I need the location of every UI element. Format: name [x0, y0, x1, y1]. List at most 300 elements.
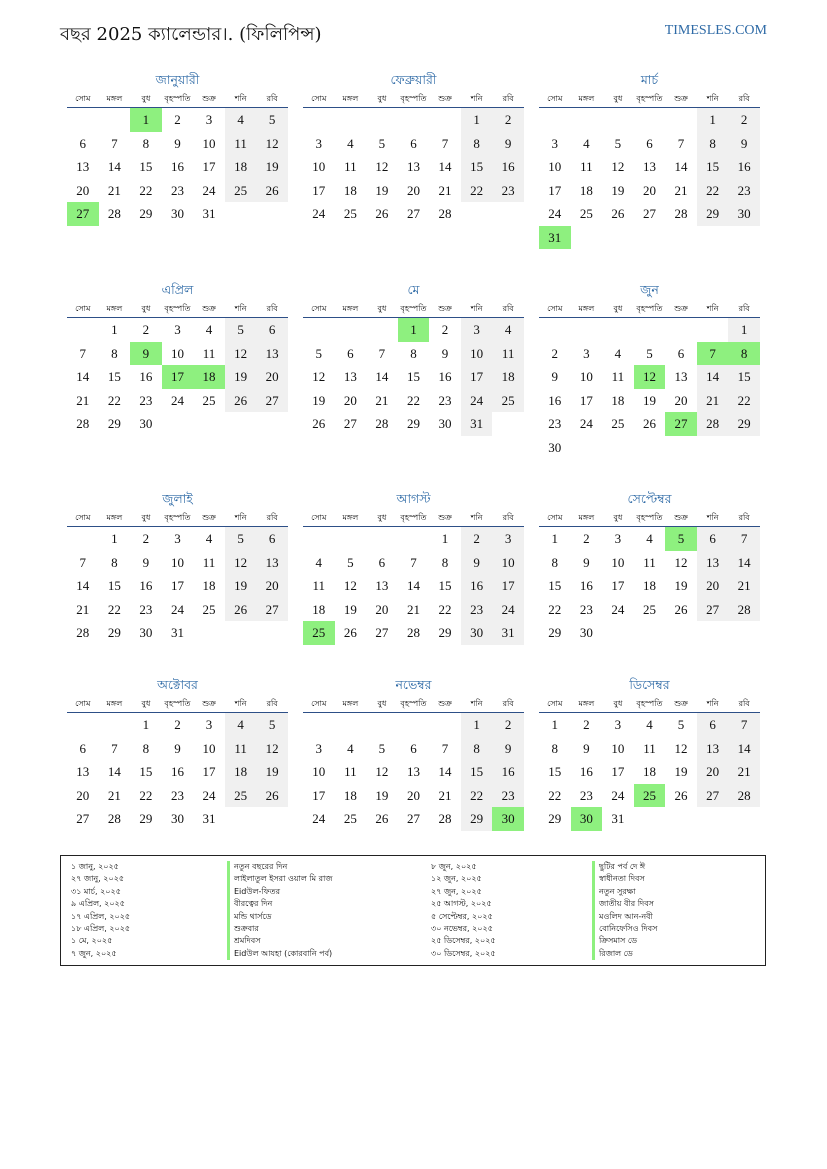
day-cell: 12 — [375, 159, 389, 174]
holiday-date: ১ জানু, ২০২৫ — [71, 862, 119, 871]
day-cell: 30 — [461, 621, 493, 645]
day-cell: 22 — [438, 601, 452, 617]
day-cell: 22 — [139, 182, 153, 198]
empty-cell — [335, 527, 367, 551]
day-cell: 23 — [492, 179, 524, 203]
day-cell: 23 — [461, 598, 493, 622]
day-cell: 27 — [642, 206, 656, 221]
day-cell: 5 — [256, 108, 288, 132]
empty-cell — [335, 713, 367, 737]
weekday-label: শনি — [470, 94, 483, 103]
day-cell: 13 — [256, 342, 288, 366]
day-cell: 12 — [375, 764, 389, 779]
day-cell: 26 — [674, 787, 688, 803]
day-cell: 10 — [461, 342, 493, 366]
day-grid — [539, 108, 760, 249]
holiday-date: ৮ জুন, ২০২৫ — [431, 862, 477, 871]
day-cell: 16 — [438, 369, 452, 384]
day-cell: 5 — [646, 345, 653, 361]
day-cell: 20 — [674, 392, 688, 408]
day-cell: 11 — [225, 737, 257, 761]
day-cell: 17 — [579, 392, 593, 408]
weekday-header — [539, 300, 760, 318]
day-cell: 14 — [375, 369, 389, 384]
weekday-label: শনি — [470, 699, 483, 708]
weekday-label: সোম — [311, 513, 327, 522]
day-cell: 13 — [375, 578, 389, 593]
day-cell: 21 — [76, 392, 90, 408]
day-cell: 13 — [76, 764, 90, 779]
day-cell: 11 — [312, 578, 326, 593]
day-cell: 6 — [256, 318, 288, 342]
day-cell: 15 — [461, 760, 493, 784]
month-2 — [303, 70, 524, 226]
day-cell: 16 — [170, 764, 184, 779]
weekday-label: শনি — [706, 304, 719, 313]
day-cell: 2 — [174, 717, 181, 732]
month-name: মে — [407, 282, 420, 297]
day-cell: 3 — [551, 135, 559, 151]
day-cell: 27 — [256, 389, 288, 413]
day-cell: 20 — [697, 760, 729, 784]
weekday-label: মঙ্গল — [342, 699, 359, 708]
day-cell: 2 — [174, 112, 181, 127]
day-grid — [67, 713, 288, 831]
day-cell: 24 — [548, 206, 562, 221]
month-name: জুন — [640, 282, 659, 297]
day-cell: 17 — [492, 574, 524, 598]
day-cell: 4 — [646, 717, 653, 732]
day-cell: 12 — [674, 740, 688, 756]
day-cell: 10 — [170, 345, 184, 361]
day-cell: 8 — [461, 132, 493, 156]
month-6 — [539, 280, 760, 459]
holiday-name: মওলিদ আন-নবী — [592, 911, 657, 923]
holiday-day: 1 — [130, 108, 162, 132]
weekday-label: সোম — [311, 304, 327, 313]
day-cell: 7 — [79, 345, 87, 361]
day-cell: 26 — [375, 206, 389, 221]
day-cell: 4 — [225, 713, 257, 737]
weekday-label: শুক্র — [202, 94, 216, 103]
month-name: অক্টোবর — [157, 677, 198, 692]
day-cell: 9 — [441, 345, 449, 361]
day-cell: 8 — [441, 554, 449, 570]
day-cell: 30 — [139, 416, 153, 431]
weekday-header — [539, 695, 760, 713]
day-cell: 18 — [642, 764, 656, 779]
day-cell: 8 — [551, 740, 559, 756]
holiday-day: 7 — [697, 342, 729, 366]
weekday-header — [539, 90, 760, 108]
holiday-name: শ্রমদিবস — [227, 935, 333, 947]
day-cell: 8 — [111, 554, 118, 570]
day-cell: 22 — [697, 179, 729, 203]
day-cell: 4 — [347, 135, 354, 151]
day-cell: 6 — [646, 135, 653, 151]
day-cell: 20 — [256, 365, 288, 389]
day-cell: 9 — [583, 554, 590, 570]
day-cell: 7 — [378, 345, 386, 361]
day-cell: 14 — [406, 578, 420, 593]
day-cell: 4 — [225, 108, 257, 132]
holiday-day: 12 — [634, 365, 666, 389]
day-cell: 5 — [347, 554, 354, 570]
day-cell: 26 — [312, 416, 326, 431]
month-name: নভেম্বর — [395, 677, 432, 692]
day-cell: 27 — [76, 811, 90, 826]
empty-cell — [398, 108, 430, 132]
day-cell: 2 — [461, 527, 493, 551]
weekday-label: শনি — [234, 513, 247, 522]
day-cell: 31 — [202, 206, 216, 221]
weekday-label: সোম — [75, 513, 91, 522]
holiday-date: ২৭ জানু, ২০২৫ — [71, 874, 125, 884]
day-cell: 14 — [107, 159, 121, 174]
holiday-date: ১২ জুন, ২০২৫ — [431, 874, 482, 884]
day-cell: 26 — [674, 601, 688, 617]
day-cell: 5 — [225, 527, 257, 551]
day-cell: 6 — [79, 135, 87, 151]
holiday-day: 25 — [303, 621, 335, 645]
day-cell: 5 — [315, 345, 323, 361]
day-cell: 24 — [492, 598, 524, 622]
holiday-day: 9 — [130, 342, 162, 366]
month-3 — [539, 70, 760, 249]
weekday-label: মঙ্গল — [106, 699, 123, 708]
day-cell: 26 — [256, 179, 288, 203]
day-cell: 3 — [205, 112, 213, 127]
holiday-date: ১ মে, ২০২৫ — [71, 936, 113, 946]
day-cell: 16 — [170, 159, 184, 174]
holiday-name: ছুটির পর্ব দে ঈ — [592, 861, 657, 873]
day-cell: 24 — [611, 787, 625, 803]
day-cell: 1 — [111, 322, 118, 337]
day-cell: 17 — [170, 578, 184, 593]
day-cell: 13 — [674, 369, 688, 384]
weekday-label: রবি — [266, 513, 278, 522]
holiday-name: বোনিফেসিও দিবস — [592, 923, 657, 935]
day-cell: 23 — [579, 601, 593, 617]
weekday-label: বৃহস্পতি — [164, 94, 191, 103]
day-cell: 8 — [461, 737, 493, 761]
day-cell: 28 — [697, 412, 729, 436]
holiday-date: ৩১ মার্চ, ২০২৫ — [71, 886, 121, 896]
day-cell: 2 — [142, 322, 150, 337]
day-cell: 19 — [375, 787, 389, 803]
weekday-label: মঙ্গল — [342, 94, 359, 103]
empty-cell — [602, 108, 634, 132]
holiday-name: নতুন সুরক্ষা — [592, 886, 657, 898]
weekday-label: শুক্র — [202, 513, 216, 522]
weekday-label: শুক্র — [674, 94, 688, 103]
day-cell: 6 — [410, 135, 417, 151]
day-cell: 22 — [548, 787, 562, 803]
weekday-label: শনি — [234, 699, 247, 708]
weekday-header — [303, 300, 524, 318]
day-cell: 20 — [406, 787, 420, 803]
weekday-label: শুক্র — [674, 699, 688, 708]
day-cell: 19 — [256, 155, 288, 179]
day-cell: 6 — [79, 740, 87, 756]
day-cell: 20 — [697, 574, 729, 598]
day-cell: 16 — [492, 155, 524, 179]
day-grid — [67, 318, 288, 436]
day-cell: 23 — [139, 392, 153, 408]
weekday-label: বৃহস্পতি — [164, 513, 191, 522]
weekday-header — [303, 509, 524, 527]
weekday-label: মঙ্গল — [578, 513, 595, 522]
day-cell: 23 — [728, 179, 760, 203]
day-cell: 21 — [438, 182, 452, 198]
day-cell: 17 — [312, 182, 326, 198]
weekday-label: রবি — [738, 94, 750, 103]
day-cell: 28 — [76, 416, 90, 431]
holiday-name: রিজাল ডে — [592, 948, 657, 960]
day-cell: 8 — [142, 740, 150, 756]
day-grid — [67, 527, 288, 645]
day-cell: 5 — [256, 713, 288, 737]
holiday-date: ৭ জুন, ২০২৫ — [71, 948, 117, 958]
holiday-day: 17 — [162, 365, 194, 389]
day-cell: 23 — [492, 784, 524, 808]
day-cell: 9 — [461, 551, 493, 575]
day-cell: 17 — [202, 764, 216, 779]
day-cell: 2 — [492, 108, 524, 132]
day-cell: 1 — [111, 531, 118, 546]
day-cell: 14 — [697, 365, 729, 389]
day-cell: 16 — [139, 369, 153, 384]
weekday-label: বুধ — [141, 513, 151, 522]
day-cell: 28 — [406, 625, 420, 640]
weekday-label: বৃহস্পতি — [636, 513, 663, 522]
day-cell: 12 — [256, 132, 288, 156]
weekday-label: শুক্র — [674, 513, 688, 522]
weekday-label: রবি — [502, 513, 514, 522]
day-cell: 18 — [225, 155, 257, 179]
day-cell: 24 — [312, 206, 326, 221]
empty-cell — [335, 108, 367, 132]
empty-cell — [398, 713, 430, 737]
holiday-date: ১৭ এপ্রিল, ২০২৫ — [71, 911, 131, 921]
month-name: মার্চ — [640, 72, 659, 87]
day-cell: 15 — [107, 578, 121, 593]
holiday-name: স্বাধীনতা দিবস — [592, 873, 657, 885]
weekday-label: বৃহস্পতি — [400, 94, 427, 103]
day-cell: 18 — [343, 182, 357, 198]
weekday-label: শনি — [234, 304, 247, 313]
holiday-date: ৩০ নভেম্বর, ২০২৫ — [431, 923, 493, 933]
day-cell: 4 — [205, 322, 213, 337]
site-name[interactable]: TIMESLES.COM — [664, 23, 767, 38]
day-cell: 3 — [461, 318, 493, 342]
day-cell: 9 — [142, 554, 150, 570]
weekday-label: মঙ্গল — [578, 94, 595, 103]
holiday-name: Eidউল আযহা (কোরবানি পর্ব) — [227, 948, 333, 960]
day-cell: 29 — [107, 625, 121, 640]
weekday-label: রবি — [266, 304, 278, 313]
empty-cell — [335, 318, 367, 342]
weekday-label: সোম — [311, 94, 327, 103]
day-cell: 29 — [461, 807, 493, 831]
month-8 — [303, 489, 524, 645]
weekday-header — [539, 509, 760, 527]
day-cell: 21 — [76, 601, 90, 617]
day-cell: 4 — [205, 531, 213, 546]
holiday-name: জাতীয় বীর দিবস — [592, 898, 657, 910]
weekday-label: সোম — [547, 94, 563, 103]
day-cell: 14 — [728, 737, 760, 761]
day-cell: 28 — [728, 598, 760, 622]
day-cell: 15 — [438, 578, 452, 593]
weekday-label: শুক্র — [202, 699, 216, 708]
day-cell: 8 — [111, 345, 118, 361]
day-cell: 10 — [492, 551, 524, 575]
day-cell: 13 — [406, 159, 420, 174]
day-cell: 15 — [461, 155, 493, 179]
holiday-name: Eidউল-ফিতর — [227, 886, 333, 898]
holiday-day: 1 — [398, 318, 430, 342]
empty-cell — [67, 527, 99, 551]
day-cell: 21 — [107, 787, 121, 803]
day-cell: 1 — [551, 531, 559, 546]
weekday-label: বৃহস্পতি — [400, 699, 427, 708]
day-cell: 22 — [461, 179, 493, 203]
day-cell: 19 — [225, 365, 257, 389]
holiday-date: ২৭ জুন, ২০২৫ — [431, 886, 482, 896]
weekday-label: শনি — [470, 513, 483, 522]
day-cell: 1 — [461, 108, 493, 132]
empty-cell — [398, 527, 430, 551]
day-cell: 7 — [441, 135, 449, 151]
weekday-label: বুধ — [141, 94, 151, 103]
weekday-label: সোম — [547, 513, 563, 522]
day-cell: 8 — [142, 135, 150, 151]
day-cell: 23 — [170, 787, 184, 803]
month-name: সেপ্টেম্বর — [627, 491, 672, 506]
day-cell: 28 — [375, 416, 389, 431]
day-cell: 15 — [107, 369, 121, 384]
day-cell: 29 — [139, 206, 153, 221]
day-cell: 10 — [170, 554, 184, 570]
holiday-date: ৫ সেপ্টেম্বর, ২০২৫ — [431, 911, 493, 921]
day-cell: 9 — [492, 737, 524, 761]
day-cell: 7 — [677, 135, 685, 151]
empty-cell — [67, 318, 99, 342]
day-cell: 25 — [343, 811, 357, 826]
day-cell: 9 — [728, 132, 760, 156]
day-cell: 28 — [728, 784, 760, 808]
day-cell: 20 — [343, 392, 357, 408]
day-cell: 1 — [728, 318, 760, 342]
day-cell: 2 — [583, 717, 590, 732]
empty-cell — [429, 713, 461, 737]
day-cell: 7 — [728, 713, 760, 737]
day-cell: 23 — [548, 416, 562, 431]
day-cell: 29 — [438, 625, 452, 640]
empty-cell — [665, 108, 697, 132]
weekday-label: বুধ — [377, 513, 387, 522]
day-grid — [303, 108, 524, 226]
day-cell: 13 — [642, 159, 656, 174]
weekday-label: বুধ — [613, 304, 623, 313]
day-cell: 9 — [492, 132, 524, 156]
day-cell: 24 — [170, 601, 184, 617]
day-cell: 25 — [225, 179, 257, 203]
day-cell: 25 — [611, 416, 625, 431]
day-cell: 12 — [312, 369, 326, 384]
day-cell: 10 — [611, 740, 625, 756]
weekday-label: শুক্র — [438, 94, 452, 103]
weekday-label: বৃহস্পতি — [164, 304, 191, 313]
day-cell: 22 — [107, 601, 121, 617]
day-cell: 28 — [76, 625, 90, 640]
day-cell: 9 — [174, 135, 181, 151]
day-cell: 16 — [139, 578, 153, 593]
day-cell: 11 — [643, 554, 656, 570]
day-cell: 13 — [343, 369, 357, 384]
empty-cell — [634, 108, 666, 132]
weekday-label: মঙ্গল — [106, 94, 123, 103]
weekday-label: বৃহস্পতি — [636, 304, 663, 313]
holiday-date: ১৮ এপ্রিল, ২০২৫ — [71, 923, 131, 933]
day-cell: 2 — [583, 531, 590, 546]
day-cell: 29 — [406, 416, 420, 431]
empty-cell — [429, 108, 461, 132]
day-cell: 15 — [406, 369, 420, 384]
day-cell: 12 — [674, 554, 688, 570]
day-cell: 18 — [225, 760, 257, 784]
day-cell: 10 — [579, 369, 593, 384]
weekday-header — [67, 300, 288, 318]
empty-cell — [303, 108, 335, 132]
day-cell: 5 — [225, 318, 257, 342]
day-cell: 29 — [548, 811, 562, 826]
month-12 — [539, 675, 760, 831]
day-cell: 30 — [438, 416, 452, 431]
day-cell: 15 — [728, 365, 760, 389]
day-cell: 24 — [202, 182, 216, 198]
day-cell: 28 — [438, 811, 452, 826]
weekday-label: বৃহস্পতি — [400, 513, 427, 522]
day-cell: 15 — [139, 159, 153, 174]
day-grid — [303, 527, 524, 645]
weekday-label: শুক্র — [438, 304, 452, 313]
day-cell: 5 — [378, 135, 386, 151]
day-cell: 26 — [375, 811, 389, 826]
day-cell: 24 — [579, 416, 593, 431]
day-cell: 16 — [728, 155, 760, 179]
holiday-date: ২৫ ডিসেম্বর, ২০২৫ — [431, 936, 496, 946]
day-cell: 21 — [728, 574, 760, 598]
weekday-label: সোম — [311, 699, 327, 708]
day-cell: 1 — [142, 717, 150, 732]
day-cell: 10 — [611, 554, 625, 570]
day-cell: 3 — [583, 345, 590, 361]
day-cell: 19 — [375, 182, 389, 198]
day-cell: 4 — [492, 318, 524, 342]
month-name: আগস্ট — [396, 491, 431, 506]
weekday-label: বুধ — [613, 94, 623, 103]
day-cell: 19 — [642, 392, 656, 408]
empty-cell — [697, 318, 729, 342]
weekday-label: সোম — [547, 699, 563, 708]
holiday-date: ৩০ ডিসেম্বর, ২০২৫ — [431, 948, 496, 958]
day-cell: 10 — [312, 764, 326, 779]
weekday-label: শুক্র — [438, 699, 452, 708]
weekday-label: বুধ — [377, 699, 387, 708]
day-cell: 20 — [76, 787, 90, 803]
